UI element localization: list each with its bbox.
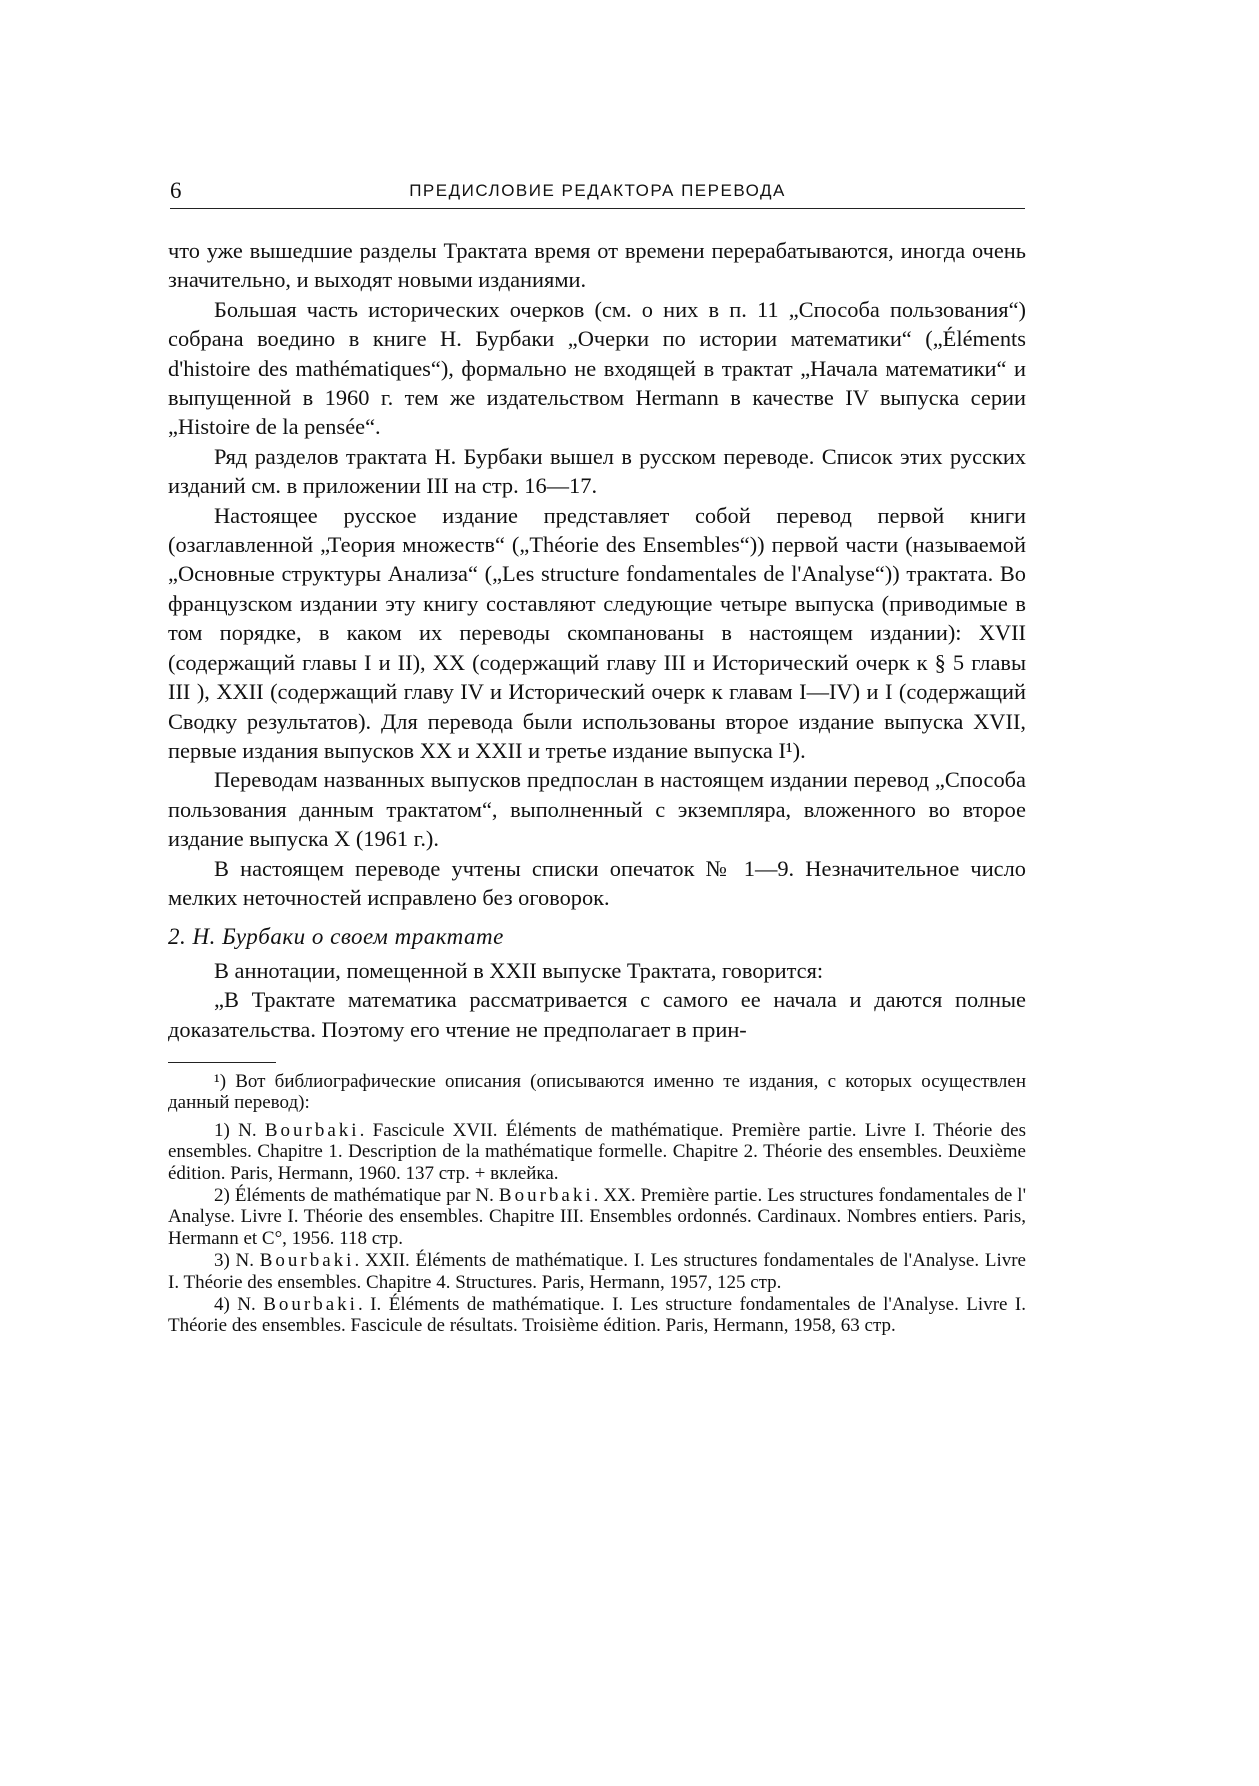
running-title: ПРЕДИСЛОВИЕ РЕДАКТОРА ПЕРЕВОДА [409, 181, 786, 200]
footnote-author: Bourbaki [264, 1119, 360, 1141]
footnote-text: . XXII. Éléments de mathématique. I. Les structures fondamentales de l'Analyse. Livre I. Théorie des ensembles. Chapitre 4. Structures. Paris, Hermann, 1957, 125 стр. [168, 1250, 1026, 1293]
footnote-intro: ¹) Вот библиографические описания (описываются именно те издания, с которых осуществлен данный перевод): [168, 1070, 1026, 1114]
footnote-author: Bourbaki [259, 1250, 355, 1272]
page-number: 6 [170, 178, 182, 203]
footnote-number: 2) Éléments de mathématique par N. [214, 1185, 499, 1206]
footnote-author: Bourbaki [498, 1185, 594, 1206]
footnotes [168, 1071, 1026, 1337]
page-body [168, 236, 1026, 1338]
footnote-number: 4) N. [214, 1294, 264, 1316]
footnote-separator [168, 1062, 276, 1063]
paragraph: Большая часть исторических очерков (см. о них в п. 11 „Способа пользования“) собрана воедино в книге Н. Бурбаки „Очерки по истории математики“ („Éléments d'histoire des mathématiques“), формально не входящей в трактат „Начала математики“ и выпущенной в 1960 г. тем же издательством Hermann в качестве IV выпуска серии „Histoire de la pensée“. [168, 296, 1026, 440]
footnote-text: . I. Éléments de mathématique. I. Les structure fondamentales de l'Analyse. Livre I. Théorie des ensembles. Fascicule de résultats. Troisième édition. Paris, Hermann, 1958, 63 стр. [168, 1294, 1026, 1337]
footnote-item [168, 1185, 1026, 1249]
footnote-text: . XX. Première partie. Les structures fondamentales de l' Analyse. Livre I. Théorie des ensembles. Chapitre III. Ensembles ordonnés. Cardinaux. Nombres entiers. Paris, Hermann et C°, 1956. 118 стр. [168, 1185, 1027, 1249]
footnote-text: . Fascicule XVII. Éléments de mathématique. Première partie. Livre I. Théorie des ensembles. Chapitre 1. Description de la mathématique formelle. Chapitre 2. Théorie des ensembles. Deuxième édition. Paris, Hermann, 1960. 137 стр. + вклейка. [168, 1119, 1026, 1184]
paragraph: „В Трактате математика рассматривается с самого ее начала и даются полные доказательства. Поэтому его чтение не предполагает в прин- [168, 987, 1026, 1042]
footnote-item [168, 1294, 1026, 1337]
paragraph: В настоящем переводе учтены списки опечаток № 1—9. Незначительное число мелких неточностей исправлено без оговорок. [168, 855, 1026, 910]
footnote-item [168, 1250, 1026, 1293]
paragraph: Ряд разделов трактата Н. Бурбаки вышел в русском переводе. Список этих русских изданий см. в приложении III на стр. 16—17. [168, 443, 1026, 499]
footnote-number: 1) N. [214, 1119, 265, 1141]
footnote-item [168, 1120, 1026, 1184]
footnote-number: 3) N. [214, 1250, 260, 1272]
paragraph: В аннотации, помещенной в XXII выпуске Трактата, говорится: [214, 957, 824, 983]
section-heading: 2. Н. Бурбаки о своем трактате [168, 924, 504, 950]
page-header [170, 178, 1025, 209]
paragraph: что уже вышедшие разделы Трактата время от времени перерабатываются, иногда очень значительно, и выходят новыми изданиями. [168, 238, 1026, 293]
footnote-author: Bourbaki [263, 1294, 358, 1316]
paragraph: Переводам названных выпусков предпослан в настоящем издании перевод „Способа пользования данным трактатом“, выполненный с экземпляра, вложенного во второе издание выпуска X (1961 г.). [168, 767, 1026, 852]
paragraph: Настоящее русское издание представляет собой перевод первой книги (озаглавленной „Теория множеств“ („Théorie des Ensembles“)) первой части (называемой „Основные структуры Анализа“ („Les structure fondamentales de l'Analyse“)) трактата. Во французском издании эту книгу составляют следующие четыре выпуска (приводимые в том порядке, в каком их переводы скомпанованы в настоящем издании): XVII (содержащий главы I и II), XX (содержащий главу III и Исторический очерк к § 5 главы III ), XXII (содержащий главу IV и Исторический очерк к главам I—IV) и I (содержащий Сводку результатов). Для перевода были использованы второе издание выпуска XVII, первые издания выпусков XX и XXII и третье издание выпуска I¹). [168, 502, 1026, 763]
